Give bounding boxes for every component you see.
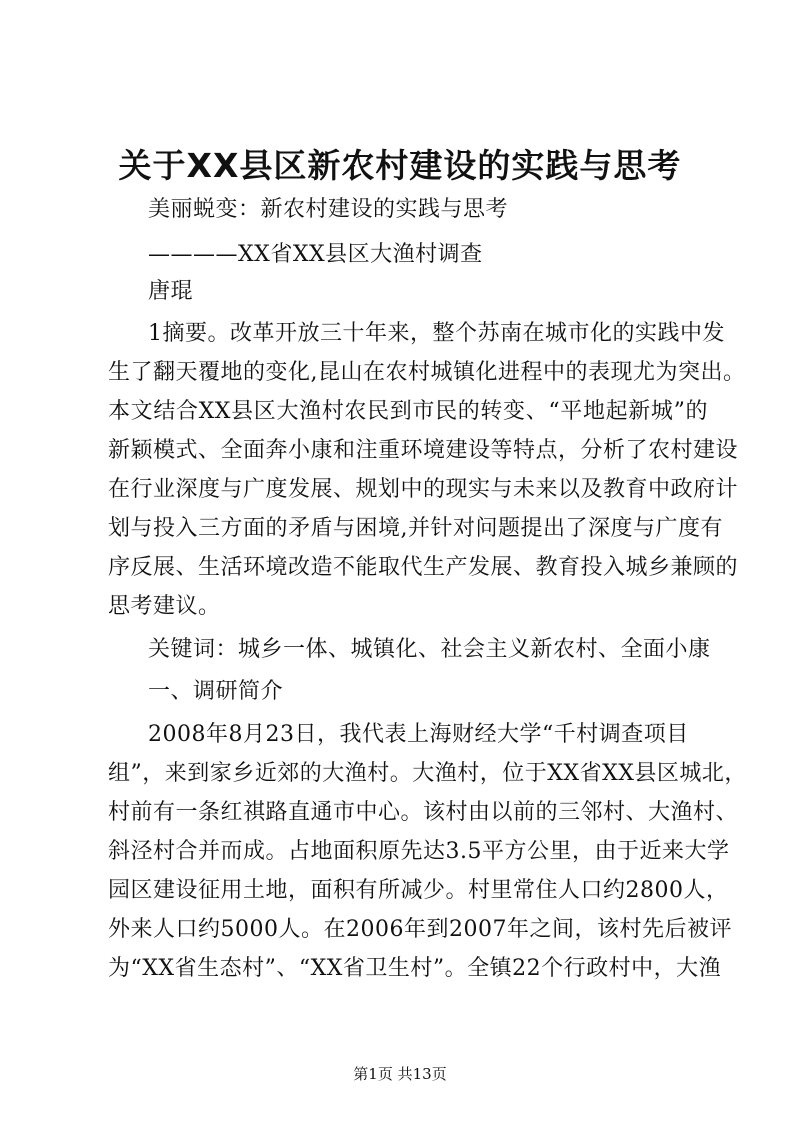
body-line: 为“XX省生态村”、“XX省卫生村”。全镇22个行政村中，大渔	[108, 956, 722, 981]
subtitle: 美丽蜕变：新农村建设的实践与思考	[148, 197, 509, 222]
abstract-line: 生了翻天覆地的变化,昆山在农村城镇化进程中的表现尤为突出。	[108, 360, 746, 385]
abstract-line: 划与投入三方面的矛盾与困境,并针对问题提出了深度与广度有	[108, 516, 723, 541]
body-line: 村前有一条红祺路直通市中心。该村由以前的三邻村、大渔村、	[108, 800, 739, 825]
author: 唐琨	[148, 279, 194, 304]
subtitle-survey: ————XX省XX县区大渔村调查	[148, 242, 483, 267]
page-number: 第1页 共13页	[353, 1065, 447, 1083]
body-line: 园区建设征用土地，面积有所减少。村里常住人口约2800人，	[108, 878, 729, 903]
body-line: 2008年8月23日，我代表上海财经大学“千村调查项目	[148, 722, 689, 747]
section-heading: 一、调研简介	[148, 679, 284, 704]
abstract-line: 1摘要。改革开放三十年来，整个苏南在城市化的实践中发	[148, 321, 725, 346]
body-line: 外来人口约5000人。在2006年到2007年之间，该村先后被评	[108, 917, 732, 942]
body-line: 组”，来到家乡近郊的大渔村。大渔村，位于XX省XX县区城北，	[108, 761, 747, 786]
document-title: 关于XX县区新农村建设的实践与思考	[118, 146, 682, 185]
abstract-line: 在行业深度与广度发展、规划中的现实与未来以及教育中政府计	[108, 477, 739, 502]
abstract-line: 新颖模式、全面奔小康和注重环境建设等特点，分析了农村建设	[108, 438, 739, 463]
abstract-line: 序反展、生活环境改造不能取代生产发展、教育投入城乡兼顾的	[108, 555, 739, 580]
abstract-line: 思考建议。	[108, 594, 221, 619]
body-line: 斜泾村合并而成。占地面积原先达3.5平方公里，由于近来大学	[108, 839, 730, 864]
keywords: 关键词：城乡一体、城镇化、社会主义新农村、全面小康	[148, 637, 711, 662]
abstract-line: 本文结合XX县区大渔村农民到市民的转变、“平地起新城”的	[108, 399, 708, 424]
